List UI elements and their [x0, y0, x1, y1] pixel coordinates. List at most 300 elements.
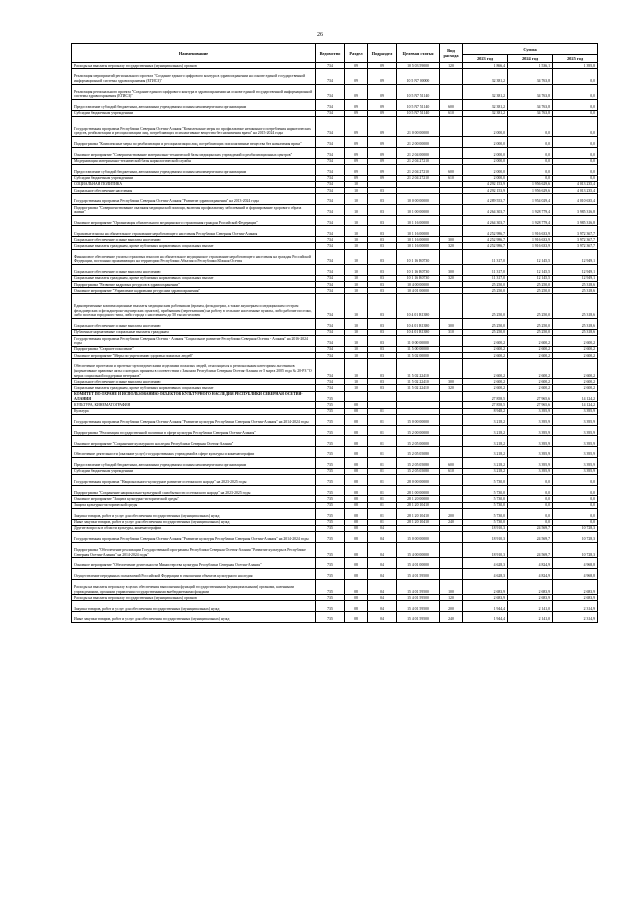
cell-sum-2025: 0,0 [553, 508, 598, 519]
cell-vr: 300 [440, 265, 463, 276]
cell-cs: 28 1 20 00000 [397, 496, 440, 502]
cell-razdel: 10 [345, 187, 368, 193]
cell-sum-2024: 3 395,9 [508, 425, 553, 436]
table-row [72, 542, 598, 557]
cell-name: Защита культурно-исторической среды [72, 502, 316, 508]
cell-sum-2025: 0,0 [553, 496, 598, 502]
table-row [72, 265, 598, 276]
table-row [72, 99, 598, 110]
cell-sum-2023: 18 910,3 [463, 532, 508, 543]
cell-razdel: 10 [345, 335, 368, 346]
cell-vr [440, 447, 463, 458]
cell-sum-2025: 0,0 [553, 519, 598, 525]
table-row [72, 558, 598, 569]
cell-vr: 600 [440, 164, 463, 175]
cell-cs: 10 4 01 00000 [397, 288, 440, 294]
table-row [72, 414, 598, 425]
cell-name: Предоставление субсидий бюджетным, автономным учреждениям и иным некоммерческим организациям [72, 164, 316, 175]
cell-podrazdel: 04 [368, 579, 397, 594]
table-row [72, 532, 598, 543]
cell-podrazdel: 03 [368, 282, 397, 288]
cell-sum-2023: 32 381,2 [463, 99, 508, 110]
cell-podrazdel: 01 [368, 436, 397, 447]
cell-sum-2024: 25 250,0 [508, 288, 553, 294]
col-2023-header: 2023 год [463, 55, 508, 63]
cell-sum-2024: 25 250,0 [508, 329, 553, 335]
cell-podrazdel: 04 [368, 558, 397, 569]
cell-vr: 120 [440, 595, 463, 601]
cell-cs: 15 4 01 59500 [397, 579, 440, 594]
cell-sum-2023: 11 317,0 [463, 249, 508, 264]
cell-name: Субсидии бюджетным учреждениям [72, 468, 316, 474]
cell-razdel: 10 [345, 385, 368, 391]
cell-vr [440, 194, 463, 205]
cell-cs: 28 1 20 10410 [397, 508, 440, 519]
cell-vr: 200 [440, 508, 463, 519]
cell-cs: 10 1 16 00000 [397, 243, 440, 249]
cell-podrazdel: 03 [368, 329, 397, 335]
cell-name: Подпрограмма "Комплексные меры по реабилитации и ресоциализации лиц, потребляющих психоактивные вещества без назначения врача" [72, 136, 316, 147]
cell-sum-2023: 4 289 553,7 [463, 194, 508, 205]
cell-razdel: 08 [345, 436, 368, 447]
cell-vr [440, 485, 463, 496]
cell-vr [440, 116, 463, 136]
cell-sum-2025: 3 395,9 [553, 457, 598, 468]
cell-sum-2025: 0,0 [553, 158, 598, 164]
cell-vr [440, 335, 463, 346]
cell-sum-2024: 4 824,9 [508, 569, 553, 580]
cell-podrazdel: 01 [368, 447, 397, 458]
cell-razdel: 10 [345, 181, 368, 187]
cell-name: Государственная программа Республики Северная Осетия-Алания "Развитие культуры Республики Северная Осетия-Алания" на 2014-2024 годы [72, 414, 316, 425]
cell-vr: 200 [440, 601, 463, 612]
table-row [72, 84, 598, 99]
cell-podrazdel: 01 [368, 425, 397, 436]
cell-sum-2023: 32 381,2 [463, 84, 508, 99]
cell-sum-2023: 32 381,2 [463, 69, 508, 84]
cell-podrazdel: 01 [368, 457, 397, 468]
cell-podrazdel: 03 [368, 226, 397, 237]
cell-razdel: 10 [345, 275, 368, 281]
cell-sum-2025: 3 395,9 [553, 436, 598, 447]
cell-sum-2023: 2 600,2 [463, 346, 508, 352]
cell-ved: 735 [316, 569, 345, 580]
cell-vr [440, 569, 463, 580]
cell-sum-2025: 3 972 367,7 [553, 226, 598, 237]
table-header [72, 44, 598, 63]
cell-razdel: 10 [345, 379, 368, 385]
table-row [72, 359, 598, 379]
cell-cs: 15 2 05 05080 [397, 468, 440, 474]
cell-name: Подпрограмма "Развитие кадровых ресурсов в здравоохранении" [72, 282, 316, 288]
cell-razdel: 09 [345, 158, 368, 164]
cell-sum-2024: 25 250,0 [508, 282, 553, 288]
cell-sum-2024: 0,0 [508, 158, 553, 164]
cell-ved: 734 [316, 288, 345, 294]
cell-podrazdel: 01 [368, 485, 397, 496]
cell-razdel: 09 [345, 175, 368, 181]
cell-ved: 735 [316, 485, 345, 496]
table-row [72, 569, 598, 580]
cell-sum-2025: 2 683,9 [553, 595, 598, 601]
cell-vr [440, 69, 463, 84]
cell-sum-2025: 0,0 [553, 502, 598, 508]
cell-sum-2025: 4 010 635,4 [553, 194, 598, 205]
cell-cs: 15 4 01 59500 [397, 612, 440, 623]
cell-ved: 734 [316, 63, 345, 69]
cell-podrazdel: 03 [368, 215, 397, 226]
cell-razdel: 08 [345, 485, 368, 496]
table-row [72, 508, 598, 519]
cell-sum-2023: 11 317,0 [463, 265, 508, 276]
cell-podrazdel: 03 [368, 335, 397, 346]
cell-sum-2025: 25 318,6 [553, 282, 598, 288]
cell-name: Основное мероприятие "Меры по укреплению здоровья пожилых людей" [72, 352, 316, 358]
cell-name: КУЛЬТУРА, КИНЕМАТОГРАФИЯ [72, 402, 316, 408]
cell-vr: 320 [440, 243, 463, 249]
cell-ved: 734 [316, 110, 345, 116]
cell-name: Основное мероприятие "Защита культурно-исторической среды" [72, 496, 316, 502]
cell-podrazdel: 01 [368, 468, 397, 474]
cell-name: Другие вопросы в области культуры, кинематографии [72, 525, 316, 531]
cell-sum-2024: 3 395,9 [508, 468, 553, 474]
cell-cs: 28 1 20 10410 [397, 502, 440, 508]
table-row [72, 147, 598, 158]
cell-cs: 10 4 01 R1380 [397, 294, 440, 319]
col-2025-header: 2025 год [553, 55, 598, 63]
cell-name: Основное мероприятие "Обеспечение деятельности Министерства культуры Республики Северная Осетия-Алания" [72, 558, 316, 569]
cell-podrazdel: 01 [368, 474, 397, 485]
cell-cs: 10 1 16 00000 [397, 237, 440, 243]
cell-ved: 734 [316, 69, 345, 84]
cell-name: Подпрограмма "Реализация государственной политики в сфере культуры Республики Северная Осетия-Алания" [72, 425, 316, 436]
cell-podrazdel: 09 [368, 99, 397, 110]
cell-sum-2023: 2 000,0 [463, 136, 508, 147]
cell-sum-2024: 1 928 779,4 [508, 204, 553, 215]
cell-vr [440, 294, 463, 319]
cell-ved: 735 [316, 402, 345, 408]
cell-name: Основное мероприятие "Сохранение культурного наследия Республики Северная Осетия-Алания" [72, 436, 316, 447]
cell-cs: 15 4 01 00000 [397, 558, 440, 569]
cell-sum-2024: 24 569,7 [508, 532, 553, 543]
cell-ved: 734 [316, 335, 345, 346]
cell-sum-2023: 3 218,2 [463, 414, 508, 425]
cell-razdel: 09 [345, 99, 368, 110]
cell-sum-2024: 1 956 629,6 [508, 187, 553, 193]
cell-podrazdel: 03 [368, 294, 397, 319]
table-row [72, 457, 598, 468]
cell-sum-2023: 25 250,0 [463, 329, 508, 335]
cell-razdel: 08 [345, 447, 368, 458]
cell-razdel: 10 [345, 226, 368, 237]
cell-sum-2024: 3 395,9 [508, 447, 553, 458]
cell-razdel: 10 [345, 329, 368, 335]
cell-ved: 735 [316, 447, 345, 458]
cell-ved: 735 [316, 525, 345, 531]
cell-sum-2025: 3 395,9 [553, 468, 598, 474]
cell-name: Предоставление субсидий бюджетным, автономным учреждениям и иным некоммерческим организациям [72, 457, 316, 468]
cell-name: Социальное обеспечение и иные выплаты населению [72, 237, 316, 243]
cell-sum-2024: 0,0 [508, 502, 553, 508]
cell-sum-2024: 12 145,5 [508, 265, 553, 276]
cell-name: Основное мероприятие "Управление кадровыми ресурсами здравоохранения" [72, 288, 316, 294]
cell-cs: 10 1 16 00000 [397, 226, 440, 237]
cell-sum-2025: 4 013 235,4 [553, 187, 598, 193]
cell-sum-2024: 2 600,2 [508, 385, 553, 391]
cell-ved: 734 [316, 265, 345, 276]
cell-sum-2024: 27 965,6 [508, 402, 553, 408]
cell-sum-2023: 4 292 153,9 [463, 181, 508, 187]
table-row [72, 194, 598, 205]
cell-cs: 28 0 00 00000 [397, 474, 440, 485]
cell-name: Основное мероприятие "Совершенствование материально-технической базы медицинских учреждений и реабилитационных центров" [72, 147, 316, 158]
cell-sum-2025: 2 600,2 [553, 335, 598, 346]
cell-sum-2023: 5 730,0 [463, 496, 508, 502]
cell-sum-2025: 0,0 [553, 116, 598, 136]
cell-vr: 240 [440, 519, 463, 525]
cell-sum-2024: 0,0 [508, 147, 553, 158]
cell-podrazdel: 03 [368, 265, 397, 276]
cell-sum-2024: 27 965,6 [508, 391, 553, 402]
cell-podrazdel: 01 [368, 508, 397, 519]
cell-podrazdel: 09 [368, 63, 397, 69]
cell-name: Страховые взносы на обязательное страхование неработающего населения Республики Северная Осетия-Алания [72, 226, 316, 237]
col-podrazdel-header: Подраздел [368, 44, 397, 63]
cell-ved: 735 [316, 595, 345, 601]
cell-ved: 735 [316, 474, 345, 485]
cell-sum-2025: 3 972 367,7 [553, 237, 598, 243]
cell-sum-2024: 3 395,9 [508, 414, 553, 425]
cell-razdel: 08 [345, 532, 368, 543]
cell-razdel: 09 [345, 69, 368, 84]
cell-sum-2024: 0,0 [508, 508, 553, 519]
cell-podrazdel: 04 [368, 542, 397, 557]
cell-sum-2023: 4 628,3 [463, 558, 508, 569]
cell-sum-2024: 2 600,2 [508, 352, 553, 358]
cell-podrazdel: 03 [368, 194, 397, 205]
cell-podrazdel: 01 [368, 408, 397, 414]
cell-podrazdel: 03 [368, 385, 397, 391]
cell-sum-2025: 2 600,2 [553, 385, 598, 391]
cell-sum-2025: 0,0 [553, 164, 598, 175]
cell-name: Культура [72, 408, 316, 414]
cell-cs: 15 2 05 00000 [397, 436, 440, 447]
cell-sum-2023: 2 000,0 [463, 158, 508, 164]
cell-sum-2023: 2 000,0 [463, 175, 508, 181]
cell-vr [440, 414, 463, 425]
cell-sum-2025: 10 728,3 [553, 525, 598, 531]
cell-podrazdel: 04 [368, 595, 397, 601]
table-row [72, 601, 598, 612]
cell-sum-2023: 1 944,4 [463, 601, 508, 612]
cell-podrazdel: 01 [368, 496, 397, 502]
cell-podrazdel: 09 [368, 175, 397, 181]
cell-name: Предоставление субсидий бюджетным, автономным учреждениям и иным некоммерческим организациям [72, 99, 316, 110]
cell-sum-2025: 0,0 [553, 110, 598, 116]
cell-vr: 120 [440, 63, 463, 69]
col-summa-header: Сумма [463, 44, 598, 55]
cell-razdel: 09 [345, 110, 368, 116]
cell-podrazdel: 01 [368, 414, 397, 425]
cell-cs: 15 2 00 00000 [397, 425, 440, 436]
cell-sum-2023: 1 944,4 [463, 612, 508, 623]
cell-vr: 310 [440, 329, 463, 335]
cell-ved: 735 [316, 408, 345, 414]
cell-podrazdel: 03 [368, 352, 397, 358]
cell-name: Подпрограмма "Старшее поколение" [72, 346, 316, 352]
cell-podrazdel: 03 [368, 249, 397, 264]
cell-razdel: 08 [345, 457, 368, 468]
cell-sum-2024: 0,0 [508, 136, 553, 147]
cell-name: КОМИТЕТ ПО ОХРАНЕ И ИСПОЛЬЗОВАНИЮ ОБЪЕКТОВ КУЛЬТУРНОГО НАСЛЕДИЯ РЕСПУБЛИКИ СЕВЕРНАЯ ОСЕТИЯ-АЛАНИЯ [72, 391, 316, 402]
cell-cs: 10 5 N7 00000 [397, 69, 440, 84]
cell-cs: 10 5 03 59000 [397, 63, 440, 69]
cell-vr [440, 204, 463, 215]
cell-sum-2023: 27 858,5 [463, 391, 508, 402]
cell-name: СОЦИАЛЬНАЯ ПОЛИТИКА [72, 181, 316, 187]
cell-sum-2025: 0,0 [553, 147, 598, 158]
cell-name: Осуществление переданных полномочий Российской Федерации в отношении объектов культурного наследия [72, 569, 316, 580]
cell-razdel: 08 [345, 558, 368, 569]
cell-name: Субсидии бюджетным учреждениям [72, 175, 316, 181]
cell-sum-2025: 0,0 [553, 84, 598, 99]
table-row [72, 425, 598, 436]
cell-sum-2023: 8 948,2 [463, 408, 508, 414]
cell-sum-2023: 11 317,0 [463, 275, 508, 281]
cell-cs: 11 5 02 00000 [397, 352, 440, 358]
cell-name: Публичные нормативные социальные выплаты гражданам [72, 329, 316, 335]
cell-sum-2023: 2 600,2 [463, 335, 508, 346]
cell-cs: 11 0 00 00000 [397, 335, 440, 346]
cell-name: Обеспечение деятельности (оказание услуг) государственных учреждений в сфере культуры и кинематографии [72, 447, 316, 458]
cell-ved: 735 [316, 558, 345, 569]
cell-sum-2024: 24 569,7 [508, 542, 553, 557]
cell-ved: 734 [316, 215, 345, 226]
cell-sum-2024: 1 916 633,9 [508, 237, 553, 243]
cell-name: Социальное обеспечение и иные выплаты населению [72, 265, 316, 276]
cell-sum-2025: 3 395,9 [553, 414, 598, 425]
cell-vr [440, 542, 463, 557]
cell-razdel: 08 [345, 579, 368, 594]
cell-razdel: 08 [345, 508, 368, 519]
cell-sum-2024: 2 600,2 [508, 346, 553, 352]
cell-razdel: 08 [345, 612, 368, 623]
cell-cs: 21 2 00 00000 [397, 136, 440, 147]
cell-ved: 734 [316, 249, 345, 264]
table-row [72, 485, 598, 496]
cell-sum-2024: 2 600,2 [508, 359, 553, 379]
table-row [72, 319, 598, 330]
cell-cs: 15 0 00 00000 [397, 414, 440, 425]
table-row [72, 136, 598, 147]
cell-sum-2024: 25 250,0 [508, 294, 553, 319]
cell-ved: 734 [316, 237, 345, 243]
cell-razdel: 10 [345, 204, 368, 215]
cell-podrazdel: 03 [368, 359, 397, 379]
cell-sum-2024: 1 956 629,6 [508, 181, 553, 187]
cell-name: Социальные выплаты гражданам, кроме публичных нормативных социальных выплат [72, 275, 316, 281]
cell-sum-2024: 25 250,0 [508, 319, 553, 330]
cell-sum-2025: 25 318,6 [553, 294, 598, 319]
cell-sum-2023: 3 218,2 [463, 425, 508, 436]
cell-sum-2023: 18 910,3 [463, 542, 508, 557]
cell-name: Иные закупки товаров, работ и услуг для обеспечения государственных (муниципальных) нужд [72, 612, 316, 623]
cell-cs: 28 1 00 00000 [397, 485, 440, 496]
cell-sum-2024: 2 141,0 [508, 601, 553, 612]
cell-razdel: 08 [345, 414, 368, 425]
cell-ved: 735 [316, 468, 345, 474]
cell-sum-2025: 4 013 235,4 [553, 181, 598, 187]
cell-sum-2025: 0,0 [553, 99, 598, 110]
cell-razdel: 10 [345, 319, 368, 330]
cell-razdel: 08 [345, 569, 368, 580]
cell-sum-2023: 5 730,0 [463, 508, 508, 519]
cell-sum-2023: 1 866,4 [463, 63, 508, 69]
cell-sum-2024: 24 569,7 [508, 525, 553, 531]
cell-vr: 600 [440, 457, 463, 468]
cell-razdel: 09 [345, 164, 368, 175]
cell-razdel: 08 [345, 474, 368, 485]
cell-sum-2024: 4 824,9 [508, 558, 553, 569]
cell-cs: 15 4 01 59500 [397, 569, 440, 580]
cell-sum-2023: 4 628,3 [463, 569, 508, 580]
cell-sum-2025: 2 600,2 [553, 379, 598, 385]
cell-ved: 734 [316, 329, 345, 335]
cell-name: Расходы на выплаты персоналу государственных (муниципальных) органов [72, 595, 316, 601]
cell-podrazdel: 04 [368, 525, 397, 531]
cell-razdel: 08 [345, 468, 368, 474]
cell-sum-2024: 34 763,8 [508, 84, 553, 99]
cell-razdel: 08 [345, 542, 368, 557]
cell-ved: 735 [316, 496, 345, 502]
cell-cs: 10 1 00 00000 [397, 204, 440, 215]
cell-sum-2024: 2 683,9 [508, 595, 553, 601]
cell-razdel: 10 [345, 294, 368, 319]
cell-ved: 734 [316, 204, 345, 215]
table-body [72, 63, 598, 623]
cell-sum-2024: 3 395,9 [508, 436, 553, 447]
cell-sum-2023: 25 250,0 [463, 319, 508, 330]
cell-sum-2023: 3 218,2 [463, 436, 508, 447]
cell-sum-2023: 4 264 303,7 [463, 204, 508, 215]
cell-name: Государственная программа Республики Северная Осетия-Алания "Развитие культуры Республики Северная Осетия-Алания" на 2014-2024 годы [72, 532, 316, 543]
cell-sum-2023: 2 000,0 [463, 116, 508, 136]
cell-vr: 300 [440, 379, 463, 385]
cell-podrazdel: 03 [368, 319, 397, 330]
cell-name: Государственная программа Республики Северная Осетия-Алания "Развитие здравоохранения" на 2013-2024 годы [72, 194, 316, 205]
cell-sum-2023: 32 381,2 [463, 110, 508, 116]
cell-vr: 240 [440, 612, 463, 623]
cell-ved: 734 [316, 99, 345, 110]
cell-sum-2025: 2 314,9 [553, 601, 598, 612]
cell-sum-2023: 3 218,2 [463, 468, 508, 474]
cell-ved: 734 [316, 282, 345, 288]
cell-razdel: 08 [345, 595, 368, 601]
cell-sum-2024: 2 600,2 [508, 379, 553, 385]
cell-razdel: 10 [345, 249, 368, 264]
cell-sum-2024: 2 600,2 [508, 335, 553, 346]
cell-vr [440, 474, 463, 485]
cell-sum-2024: 0,0 [508, 519, 553, 525]
cell-cs: 15 4 01 59500 [397, 601, 440, 612]
cell-sum-2024: 0,0 [508, 496, 553, 502]
cell-ved: 734 [316, 275, 345, 281]
cell-podrazdel: 03 [368, 346, 397, 352]
cell-sum-2024: 3 395,9 [508, 408, 553, 414]
cell-sum-2025: 3 972 367,7 [553, 243, 598, 249]
cell-podrazdel: 04 [368, 569, 397, 580]
cell-name: Модернизация материально-технической базы наркологической службы [72, 158, 316, 164]
